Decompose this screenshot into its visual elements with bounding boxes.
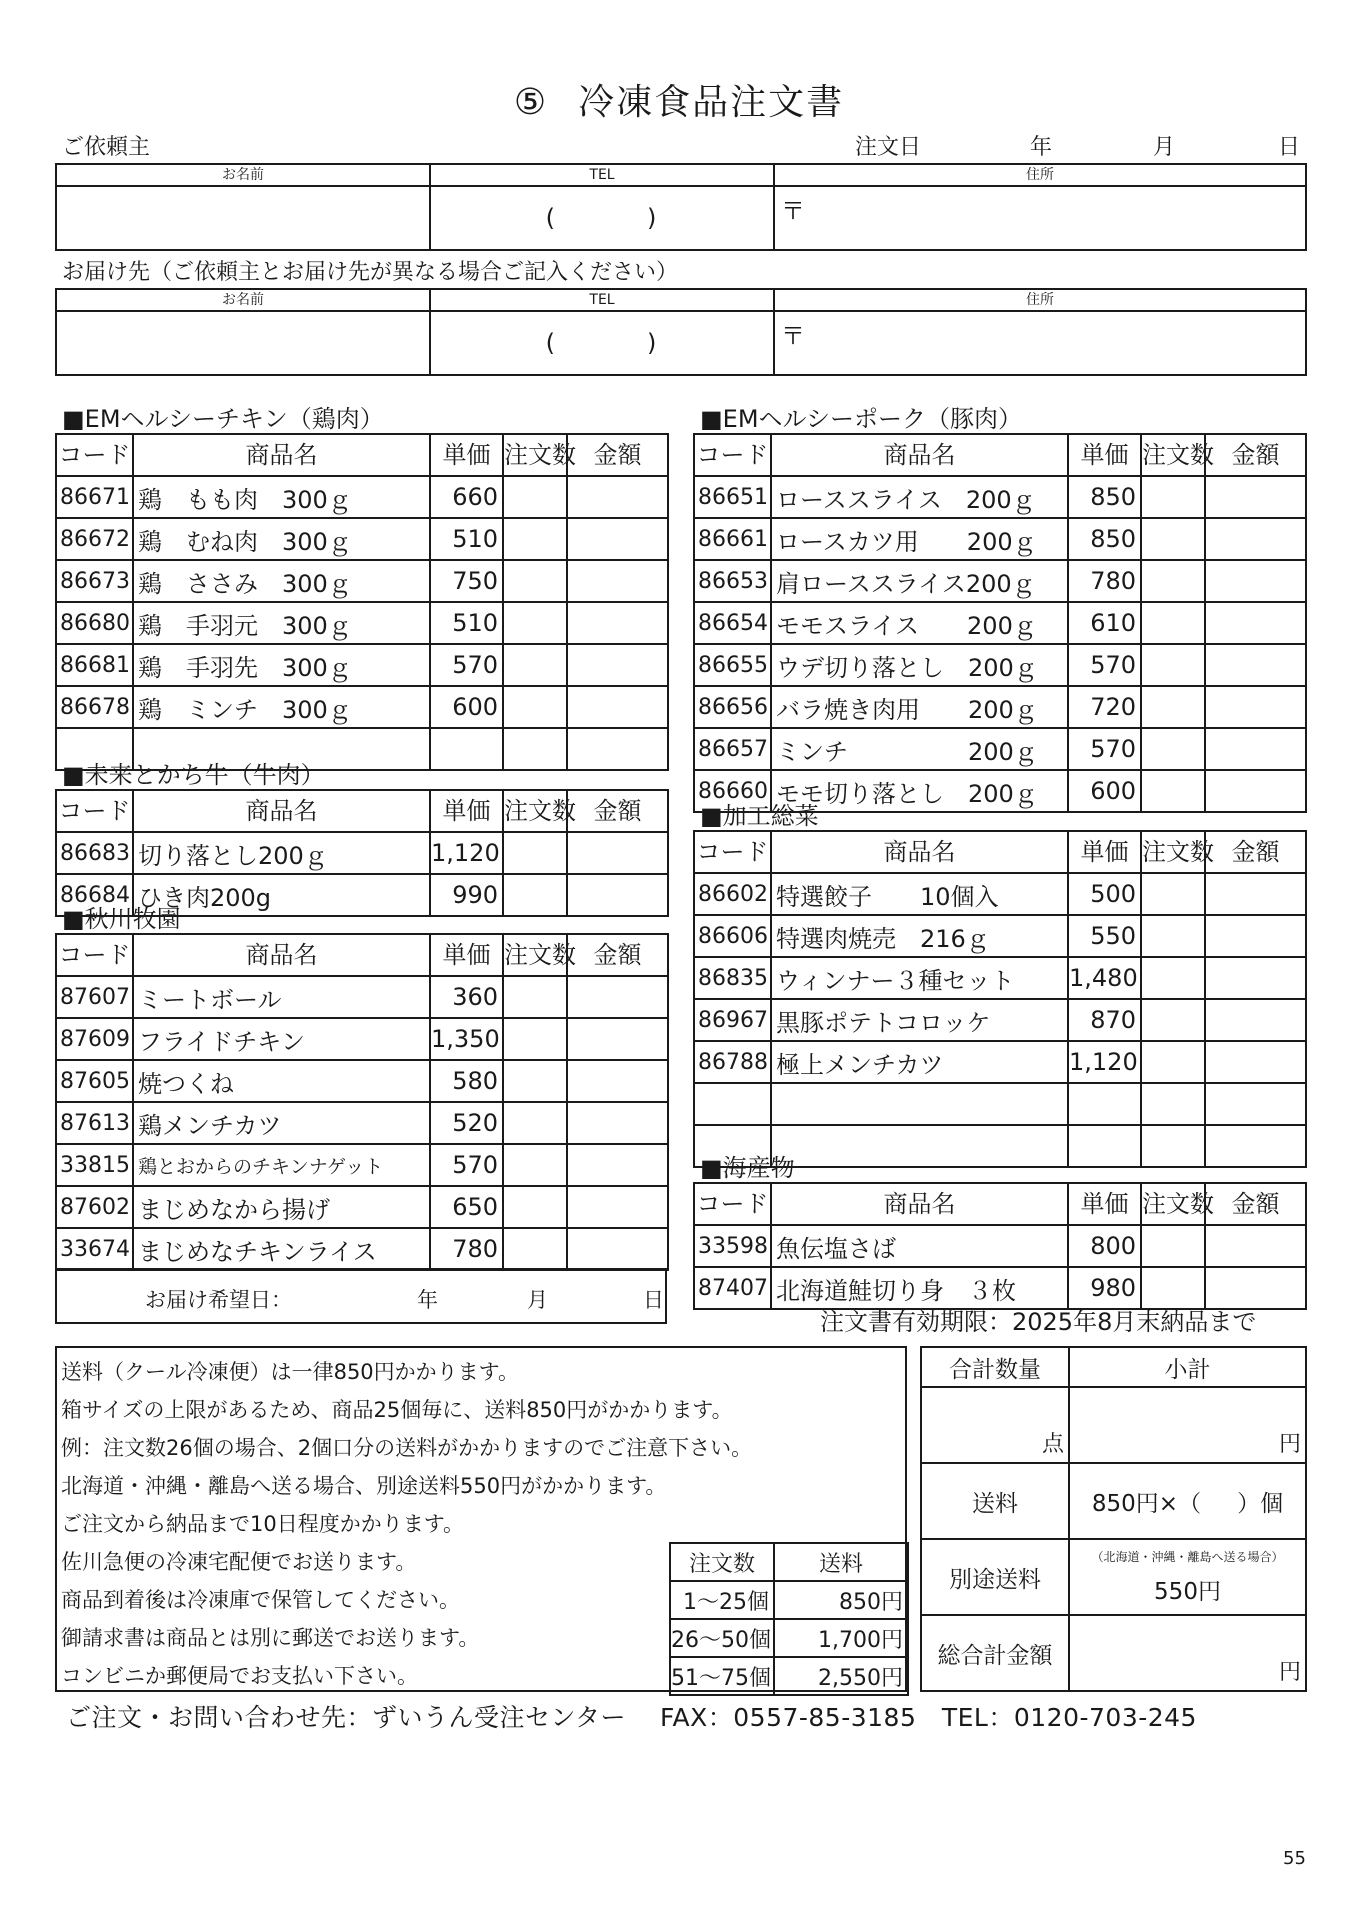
- delivery-date-field[interactable]: [55, 1268, 667, 1324]
- col-address: 住所: [774, 164, 1306, 186]
- table-row: 87407 北海道鮭切り身 ３枚 980: [694, 1267, 1306, 1309]
- amount-input[interactable]: [567, 1186, 668, 1228]
- qty-input[interactable]: [503, 476, 567, 518]
- extra-shipping-value: （北海道・沖縄・離島へ送る場合） 550円: [1069, 1539, 1306, 1615]
- note-line: 商品到着後は冷凍庫で保管してください。: [61, 1588, 460, 1612]
- amount-input[interactable]: [1205, 915, 1306, 957]
- col-qty: 注文数: [503, 790, 567, 832]
- qty-input[interactable]: [503, 832, 567, 874]
- section-seafood-title: ■海産物: [700, 1154, 795, 1182]
- recipient-name-field[interactable]: [56, 311, 430, 375]
- table-row-empty: [694, 1083, 1306, 1125]
- amount-input[interactable]: [1205, 957, 1306, 999]
- amount-input[interactable]: [567, 832, 668, 874]
- requester-table: [55, 163, 1307, 251]
- shipping-fee-table: [669, 1542, 909, 1696]
- requester-tel-field[interactable]: ( ): [430, 186, 774, 250]
- qty-input[interactable]: [1141, 1225, 1205, 1267]
- table-row: 86967 黒豚ポテトコロッケ 870: [694, 999, 1306, 1041]
- col-price: 単価: [430, 434, 503, 476]
- table-row: 33598 魚伝塩さば 800: [694, 1225, 1306, 1267]
- note-line: 送料（クール冷凍便）は一律850円かかります。: [61, 1360, 519, 1384]
- shipping-label: 送料: [921, 1463, 1069, 1539]
- qty-input[interactable]: [1141, 518, 1205, 560]
- qty-input[interactable]: [503, 976, 567, 1018]
- amount-input[interactable]: [1205, 644, 1306, 686]
- amount-input[interactable]: [1205, 476, 1306, 518]
- qty-input[interactable]: [1141, 873, 1205, 915]
- amount-input[interactable]: [1205, 1041, 1306, 1083]
- qty-input[interactable]: [1141, 1041, 1205, 1083]
- table-row: 86606 特選肉焼売 216ｇ 550: [694, 915, 1306, 957]
- totals-table: [920, 1346, 1307, 1692]
- shipping-col-fee: 送料: [774, 1543, 908, 1581]
- table-row: 86661 ロースカツ用 200ｇ 850: [694, 518, 1306, 560]
- col-qty: 注文数: [1141, 831, 1205, 873]
- amount-input[interactable]: [567, 1144, 668, 1186]
- order-date-day: 日: [1278, 135, 1301, 160]
- amount-input[interactable]: [567, 644, 668, 686]
- col-product-name: 商品名: [771, 831, 1068, 873]
- col-address: 住所: [774, 289, 1306, 311]
- requester-name-field[interactable]: [56, 186, 430, 250]
- col-qty: 注文数: [1141, 1183, 1205, 1225]
- col-amount: 金額: [567, 934, 668, 976]
- qty-input[interactable]: [503, 644, 567, 686]
- table-row: 86656 バラ焼き肉用 200ｇ 720: [694, 686, 1306, 728]
- table-row: 86673 鶏 ささみ 300ｇ 750: [56, 560, 668, 602]
- amount-input[interactable]: [1205, 518, 1306, 560]
- qty-input[interactable]: [1141, 728, 1205, 770]
- qty-input[interactable]: [1141, 770, 1205, 812]
- shipping-count-field[interactable]: 850円×（ ）個: [1069, 1463, 1306, 1539]
- chicken-table: [55, 433, 669, 771]
- delivery-day: 日: [643, 1288, 664, 1312]
- amount-input[interactable]: [1205, 999, 1306, 1041]
- amount-input[interactable]: [567, 1228, 668, 1270]
- table-row: 1〜25個 850円: [670, 1581, 908, 1619]
- col-code: コード: [694, 1183, 771, 1225]
- qty-input[interactable]: [503, 686, 567, 728]
- title-text: 冷凍食品注文書: [578, 82, 845, 123]
- col-price: 単価: [1068, 831, 1141, 873]
- table-row: 87613 鶏メンチカツ 520: [56, 1102, 668, 1144]
- qty-input[interactable]: [503, 1102, 567, 1144]
- grand-total-field[interactable]: 円: [1069, 1615, 1306, 1691]
- col-tel: TEL: [430, 289, 774, 311]
- qty-input[interactable]: [1141, 644, 1205, 686]
- delivery-date-label: お届け希望日：: [145, 1288, 292, 1312]
- recipient-address-field[interactable]: [774, 311, 1306, 375]
- contact-footer: ご注文・お問い合わせ先：ずいうん受注センター FAX：0557-85-3185 TEL：0120-703-245: [66, 1703, 1197, 1732]
- qty-input[interactable]: [1141, 915, 1205, 957]
- table-row: 26〜50個 1,700円: [670, 1619, 908, 1657]
- section-pork-title: ■EMヘルシーポーク（豚肉）: [700, 405, 1022, 433]
- amount-input[interactable]: [1205, 873, 1306, 915]
- amount-input[interactable]: [1205, 602, 1306, 644]
- total-qty-field[interactable]: 点: [921, 1387, 1069, 1463]
- table-row: 86672 鶏 むね肉 300ｇ 510: [56, 518, 668, 560]
- amount-input[interactable]: [567, 602, 668, 644]
- col-code: コード: [694, 434, 771, 476]
- requester-address-field[interactable]: [774, 186, 1306, 250]
- col-price: 単価: [1068, 434, 1141, 476]
- subtotal-field[interactable]: 円: [1069, 1387, 1306, 1463]
- note-line: コンビニか郵便局でお支払い下さい。: [61, 1664, 418, 1688]
- amount-input[interactable]: [567, 976, 668, 1018]
- amount-input[interactable]: [1205, 560, 1306, 602]
- qty-input[interactable]: [1141, 999, 1205, 1041]
- order-date-year: 年: [1030, 135, 1053, 160]
- col-code: コード: [694, 831, 771, 873]
- section-chicken-title: ■EMヘルシーチキン（鶏肉）: [62, 405, 384, 433]
- delivery-month: 月: [527, 1288, 548, 1312]
- col-qty: 注文数: [503, 934, 567, 976]
- section-beef-title: ■未来とかち牛（牛肉）: [62, 761, 325, 789]
- col-qty: 注文数: [1141, 434, 1205, 476]
- amount-input[interactable]: [1205, 728, 1306, 770]
- table-row: 87602 まじめなから揚げ 650: [56, 1186, 668, 1228]
- seafood-table: [693, 1182, 1307, 1310]
- table-row: 86788 極上メンチカツ 1,120: [694, 1041, 1306, 1083]
- amount-input[interactable]: [567, 1102, 668, 1144]
- table-row: 86671 鶏 もも肉 300ｇ 660: [56, 476, 668, 518]
- amount-input[interactable]: [567, 476, 668, 518]
- qty-input[interactable]: [503, 1144, 567, 1186]
- col-amount: 金額: [567, 790, 668, 832]
- qty-input[interactable]: [503, 874, 567, 916]
- note-line: 北海道・沖縄・離島へ送る場合、別途送料550円がかかります。: [61, 1474, 667, 1498]
- col-name: お名前: [56, 164, 430, 186]
- qty-input[interactable]: [503, 602, 567, 644]
- col-code: コード: [56, 790, 133, 832]
- amount-input[interactable]: [567, 518, 668, 560]
- table-row: 33674 まじめなチキンライス 780: [56, 1228, 668, 1270]
- note-line: 例：注文数26個の場合、2個口分の送料がかかりますのでご注意下さい。: [61, 1436, 753, 1460]
- col-product-name: 商品名: [133, 790, 430, 832]
- beef-table: [55, 789, 669, 917]
- qty-input[interactable]: [1141, 560, 1205, 602]
- qty-input[interactable]: [503, 560, 567, 602]
- processed-table: [693, 830, 1307, 1168]
- total-qty-label: 合計数量: [921, 1347, 1069, 1387]
- qty-input[interactable]: [503, 1186, 567, 1228]
- recipient-label: お届け先（ご依頼主とお届け先が異なる場合ご記入ください）: [62, 260, 679, 285]
- pork-table: [693, 433, 1307, 813]
- qty-input[interactable]: [503, 1018, 567, 1060]
- col-product-name: 商品名: [133, 934, 430, 976]
- title-number: ⑤: [513, 82, 549, 123]
- col-amount: 金額: [1205, 434, 1306, 476]
- col-amount: 金額: [1205, 831, 1306, 873]
- amount-input[interactable]: [567, 560, 668, 602]
- qty-input[interactable]: [1141, 476, 1205, 518]
- requester-label: ご依頼主: [62, 135, 151, 160]
- note-line: ご注文から納品まで10日程度かかります。: [61, 1512, 465, 1536]
- note-line: 御請求書は商品とは別に郵送でお送ります。: [61, 1626, 480, 1650]
- grand-total-label: 総合計金額: [921, 1615, 1069, 1691]
- section-processed-title: ■加工総菜: [700, 802, 819, 830]
- qty-input[interactable]: [503, 1060, 567, 1102]
- amount-input[interactable]: [1205, 770, 1306, 812]
- col-code: コード: [56, 434, 133, 476]
- table-row: 86654 モモスライス 200ｇ 610: [694, 602, 1306, 644]
- subtotal-label: 小計: [1069, 1347, 1306, 1387]
- table-row: 86651 ローススライス 200ｇ 850: [694, 476, 1306, 518]
- col-price: 単価: [430, 934, 503, 976]
- table-row: 86683 切り落とし200ｇ 1,120: [56, 832, 668, 874]
- qty-input[interactable]: [1141, 602, 1205, 644]
- col-tel: TEL: [430, 164, 774, 186]
- recipient-table: [55, 288, 1307, 376]
- delivery-year: 年: [417, 1288, 438, 1312]
- col-qty: 注文数: [503, 434, 567, 476]
- qty-input[interactable]: [503, 518, 567, 560]
- table-row: 87607 ミートボール 360: [56, 976, 668, 1018]
- expiry-notice: 注文書有効期限：2025年8月末納品まで: [820, 1308, 1257, 1336]
- amount-input[interactable]: [567, 1060, 668, 1102]
- note-line: 佐川急便の冷凍宅配便でお送ります。: [61, 1550, 417, 1574]
- note-line: 箱サイズの上限があるため、商品25個毎に、送料850円がかかります。: [61, 1398, 733, 1422]
- col-amount: 金額: [1205, 1183, 1306, 1225]
- col-product-name: 商品名: [771, 1183, 1068, 1225]
- table-row: 86653 肩ローススライス200ｇ 780: [694, 560, 1306, 602]
- table-row: 86680 鶏 手羽元 300ｇ 510: [56, 602, 668, 644]
- table-row: 86684 ひき肉200g 990: [56, 874, 668, 916]
- postal-mark: 〒: [781, 197, 805, 225]
- amount-input[interactable]: [1205, 1225, 1306, 1267]
- table-row: 86602 特選餃子 10個入 500: [694, 873, 1306, 915]
- col-price: 単価: [430, 790, 503, 832]
- order-date-month: 月: [1153, 135, 1176, 160]
- recipient-tel-field[interactable]: ( ): [430, 311, 774, 375]
- page-title: [0, 74, 1358, 125]
- col-amount: 金額: [567, 434, 668, 476]
- table-row: 86655 ウデ切り落とし 200ｇ 570: [694, 644, 1306, 686]
- table-row: 86835 ウィンナー３種セット 1,480: [694, 957, 1306, 999]
- col-product-name: 商品名: [771, 434, 1068, 476]
- amount-input[interactable]: [567, 874, 668, 916]
- table-row: 87605 焼つくね 580: [56, 1060, 668, 1102]
- order-date-label: 注文日: [855, 135, 922, 160]
- table-row: 51〜75個 2,550円: [670, 1657, 908, 1695]
- amount-input[interactable]: [567, 686, 668, 728]
- table-row: 33815 鶏とおからのチキンナゲット 570: [56, 1144, 668, 1186]
- table-row: 86660 モモ切り落とし 200ｇ 600: [694, 770, 1306, 812]
- amount-input[interactable]: [1205, 686, 1306, 728]
- table-row: 86678 鶏 ミンチ 300ｇ 600: [56, 686, 668, 728]
- qty-input[interactable]: [1141, 686, 1205, 728]
- shipping-col-qty: 注文数: [670, 1543, 774, 1581]
- col-price: 単価: [1068, 1183, 1141, 1225]
- postal-mark: 〒: [781, 322, 805, 350]
- extra-shipping-label: 別途送料: [921, 1539, 1069, 1615]
- table-row: 87609 フライドチキン 1,350: [56, 1018, 668, 1060]
- amount-input[interactable]: [567, 1018, 668, 1060]
- qty-input[interactable]: [503, 1228, 567, 1270]
- col-product-name: 商品名: [133, 434, 430, 476]
- col-name: お名前: [56, 289, 430, 311]
- qty-input[interactable]: [1141, 957, 1205, 999]
- section-akikawa-title: ■秋川牧園: [62, 905, 181, 933]
- akikawa-table: [55, 933, 669, 1271]
- col-code: コード: [56, 934, 133, 976]
- page-number: 55: [1283, 1848, 1306, 1869]
- table-row: 86681 鶏 手羽先 300ｇ 570: [56, 644, 668, 686]
- table-row: 86657 ミンチ 200ｇ 570: [694, 728, 1306, 770]
